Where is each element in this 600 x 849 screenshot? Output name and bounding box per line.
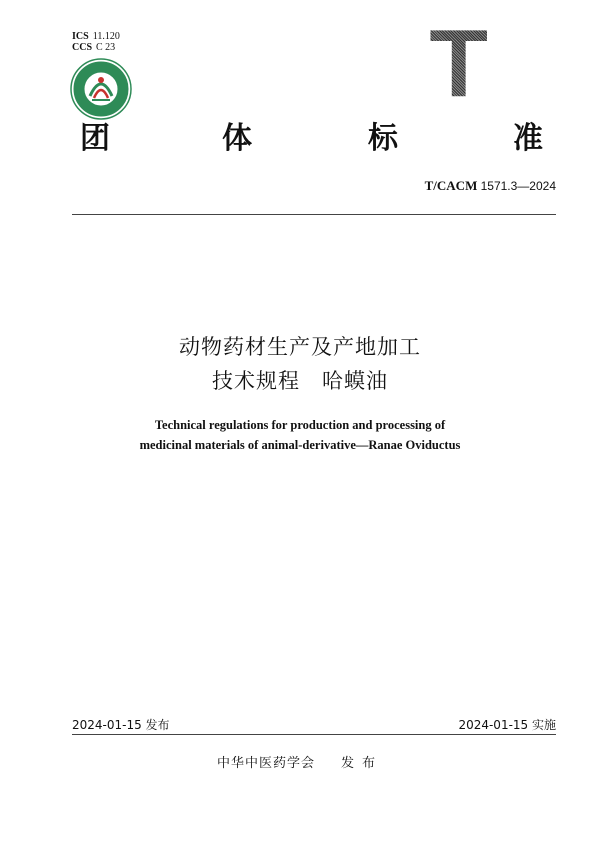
- standard-type-heading: [0, 120, 600, 160]
- standard-code-prefix: T/CACM: [424, 178, 478, 193]
- ccs-value: C 23: [96, 42, 116, 53]
- standard-code: [425, 178, 556, 194]
- publisher-org: 中华中医药学会: [216, 756, 315, 771]
- standard-type-char: 团: [80, 121, 110, 156]
- header-rule: [72, 214, 556, 215]
- publisher-action: 发布: [341, 756, 384, 771]
- ics-code: [72, 31, 120, 42]
- standard-letter-mark: T: [429, 10, 488, 117]
- association-logo: [70, 58, 132, 120]
- standard-type-char: 标: [368, 121, 398, 156]
- title-en-line2: medicinal materials of animal-derivative—Ranae Oviductus: [139, 438, 461, 452]
- ics-value: 11.120: [92, 31, 120, 42]
- classification-codes: [72, 31, 120, 53]
- issue-date: 2024-01-15 发布: [72, 718, 170, 732]
- standard-type-char: 准: [513, 121, 543, 156]
- standard-code-number: 1571.3—2024: [480, 179, 556, 193]
- title-en-line1: Technical regulations for production and processing of: [154, 418, 446, 432]
- publisher-line: [0, 752, 600, 771]
- ccs-label: CCS: [72, 42, 93, 53]
- ccs-code: [72, 42, 120, 53]
- footer-rule: [72, 734, 556, 735]
- title-cn-line1: 动物药材生产及产地加工: [179, 335, 421, 359]
- standard-type-char: 体: [222, 121, 252, 156]
- implement-date: 2024-01-15 实施: [458, 718, 556, 732]
- title-cn-line2: 技术规程 哈蟆油: [212, 369, 388, 393]
- ics-label: ICS: [72, 31, 89, 42]
